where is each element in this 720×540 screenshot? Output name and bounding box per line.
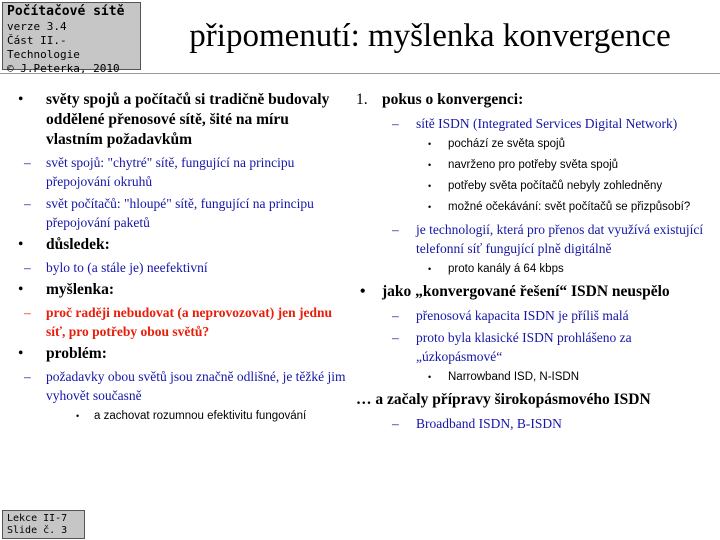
sub-bullet-b-isdn: [352, 414, 718, 433]
bullet-text: světy spojů a počítačů si tradičně budovaly oddělené přenosové sítě, šité na míru vlastním požadavkům: [46, 91, 330, 148]
sub-sub-bullet-not-considered: [352, 178, 718, 194]
bullet-dash: –: [24, 305, 31, 320]
sub-bullet-digital-network: [352, 220, 718, 258]
sub-bullet-text: bylo to (a stále je) neefektivní: [46, 260, 208, 275]
bullet-dot: •: [18, 91, 24, 108]
sub-sub-bullet-text: pochází ze světa spojů: [448, 138, 565, 150]
title-divider: [0, 73, 720, 74]
bullet-idea: [14, 280, 346, 300]
bullet-isdn-failed: [352, 282, 718, 302]
bullet-dot: •: [428, 264, 432, 274]
bullet-dash: –: [392, 416, 399, 431]
bullet-dot: •: [428, 202, 432, 212]
bullet-problem: [14, 344, 346, 364]
bullet-text: důsledek:: [46, 236, 110, 253]
sub-bullet-text: požadavky obou světů jsou značně odlišné, je těžké jim vyhovět současně: [46, 369, 346, 403]
sub-bullet-text: svět počítačů: "hloupé" sítě, fungující na principu přepojování paketů: [46, 196, 314, 230]
bullet-text: jako „konvergované řešení“ ISDN neuspělo: [382, 283, 670, 300]
sub-bullet-text: Broadband ISDN, B-ISDN: [416, 416, 562, 431]
sub-sub-bullet-text: Narrowband ISD, N-ISDN: [448, 371, 580, 383]
sub-bullet-text: proto byla klasické ISDN prohlášeno za „úzkopásmové“: [416, 330, 632, 364]
bullet-dash: –: [392, 116, 399, 131]
version-label: verze 3.4: [7, 20, 67, 33]
line-text: … a začaly přípravy širokopásmového ISDN: [356, 391, 651, 408]
sub-bullet-computer-world: [14, 194, 346, 232]
bullet-separate-networks: [14, 90, 346, 150]
bullet-text: problém:: [46, 345, 107, 362]
line-broadband-preparation: [352, 390, 718, 410]
bullet-dot: •: [428, 160, 432, 170]
bullet-dot: •: [428, 372, 432, 382]
bullet-text: myšlenka:: [46, 281, 115, 298]
bullet-dash: –: [24, 155, 31, 170]
item-text: pokus o konvergenci:: [382, 91, 524, 108]
bullet-dot: •: [18, 236, 24, 253]
bullet-consequence: [14, 235, 346, 255]
sub-sub-bullet-efficiency: [64, 408, 346, 424]
sub-bullet-text: sítě ISDN (Integrated Services Digital Network): [416, 116, 678, 131]
sub-bullet-inefficient: [14, 258, 346, 277]
bullet-dash: –: [24, 369, 31, 384]
bullet-dot: •: [428, 139, 432, 149]
sub-sub-bullet-channels: [352, 261, 718, 277]
left-column: [14, 90, 346, 428]
sub-sub-bullet-origin: [352, 136, 718, 152]
sub-bullet-text: svět spojů: "chytré" sítě, fungující na principu přepojování okruhů: [46, 155, 295, 189]
bullet-dash: –: [392, 308, 399, 323]
sub-bullet-telco-world: [14, 153, 346, 191]
part-label: Část II.-Technologie: [7, 34, 80, 61]
slide-number-label: Slide č. 3: [7, 525, 68, 536]
sub-bullet-different-requirements: [14, 367, 346, 405]
slide-title: připomenutí: myšlenka konvergence: [189, 17, 671, 54]
copyright-label: © J.Peterka, 2010: [7, 62, 120, 75]
lesson-label: Lekce II-7: [7, 513, 68, 524]
sub-bullet-text: je technologií, která pro přenos dat využívá existující telefonní síť fungující plně digitálně: [416, 222, 704, 256]
sub-sub-bullet-designed-for: [352, 157, 718, 173]
sub-bullet-one-network: [14, 303, 346, 341]
sub-sub-bullet-text: navrženo pro potřeby světa spojů: [448, 159, 619, 171]
sub-bullet-low-capacity: [352, 306, 718, 325]
sub-sub-bullet-text: proto kanály á 64 kbps: [448, 263, 564, 275]
sub-bullet-text: proč raději nebudovat (a neprovozovat) jen jednu síť, pro potřeby obou světů?: [46, 305, 332, 339]
right-column: [352, 90, 718, 436]
sub-bullet-text: přenosová kapacita ISDN je příliš malá: [416, 308, 629, 323]
bullet-dot: •: [18, 345, 24, 362]
sub-bullet-narrowband: [352, 328, 718, 366]
bullet-dot: •: [18, 281, 24, 298]
bullet-dot: •: [360, 283, 366, 300]
course-info-box: [2, 2, 141, 75]
sub-sub-bullet-n-isdn: [352, 369, 718, 385]
bullet-dash: –: [392, 222, 399, 237]
sub-sub-bullet-expectation: [352, 199, 718, 215]
bullet-dash: –: [24, 260, 31, 275]
sub-sub-bullet-text: a zachovat rozumnou efektivitu fungování: [94, 410, 307, 422]
bullet-dot: •: [428, 181, 432, 191]
numbered-item-convergence-attempt: [352, 90, 718, 110]
sub-sub-bullet-text: možné očekávání: svět počítačů se přizpůsobí?: [448, 201, 691, 213]
sub-sub-bullet-text: potřeby světa počítačů nebyly zohledněny: [448, 180, 663, 192]
sub-bullet-isdn: [352, 114, 718, 133]
course-name: Počítačové sítě: [7, 4, 125, 19]
item-number: 1.: [356, 91, 368, 108]
bullet-dot: •: [76, 411, 80, 421]
bullet-dash: –: [24, 196, 31, 211]
lesson-info-box: [2, 510, 85, 539]
bullet-dash: –: [392, 330, 399, 345]
